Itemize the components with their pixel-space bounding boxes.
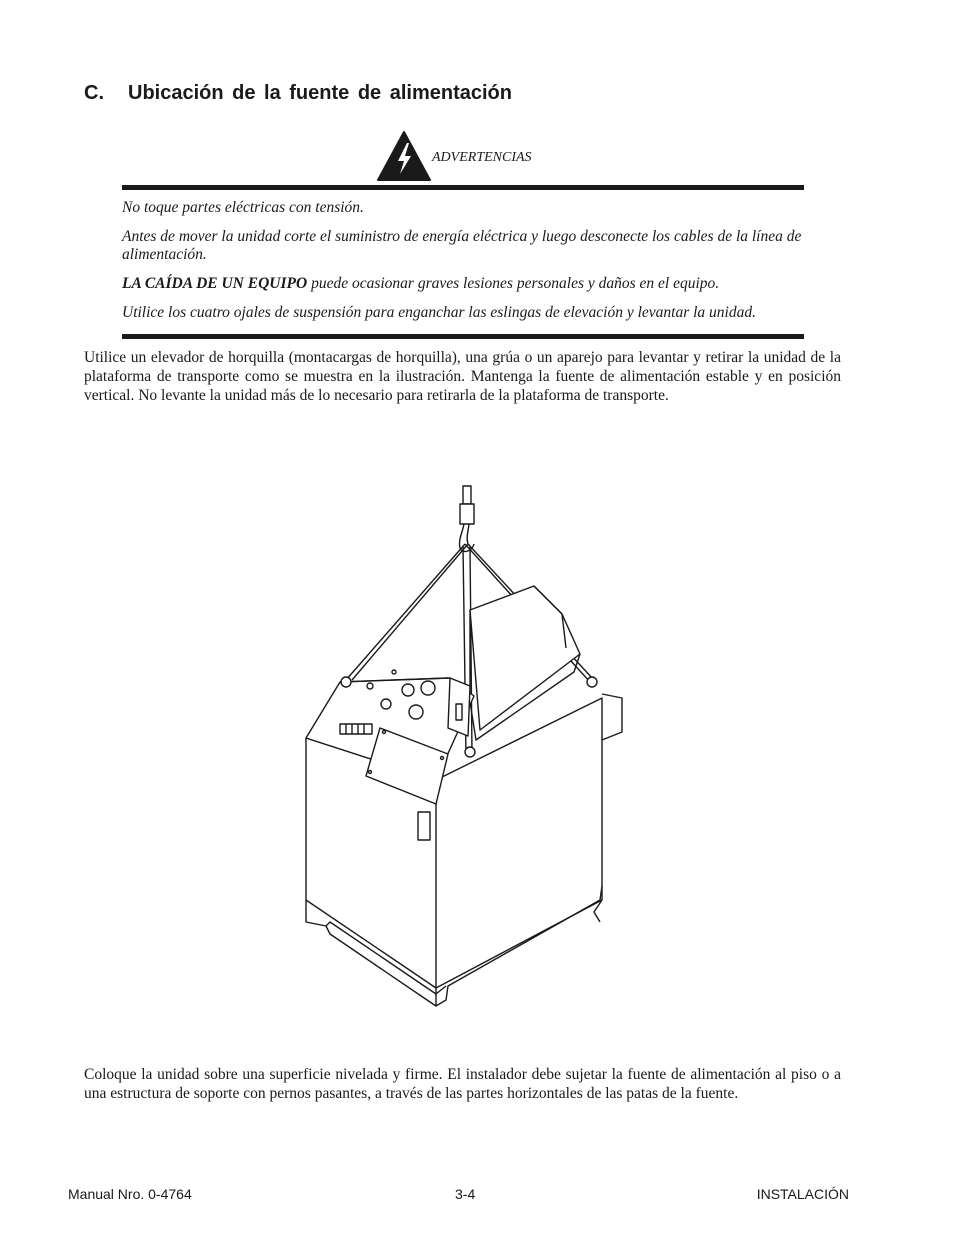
warning-item-lifting-eyes: Utilice los cuatro ojales de suspensión para enganchar las eslingas de elevación y levantar la unidad. xyxy=(122,304,756,321)
body-paragraph-placement: Coloque la unidad sobre una superficie nivelada y firme. El instalador debe sujetar la fuente de alimentación al piso o a una estructura de soporte con pernos pasantes, a través de las partes horizontales de las patas de la fuente. xyxy=(84,1066,841,1102)
footer-manual-number: Manual Nro. 0-4764 xyxy=(68,1186,192,1202)
footer-page-number: 3-4 xyxy=(455,1186,476,1202)
warning-falling-lead: LA CAÍDA DE UN EQUIPO xyxy=(122,275,308,292)
warning-item-live-parts: No toque partes eléctricas con tensión. xyxy=(122,199,364,216)
warning-label: ADVERTENCIAS xyxy=(432,150,532,165)
warning-list xyxy=(122,199,812,333)
electric-shock-warning-icon xyxy=(376,130,432,182)
body-paragraph-lifting: Utilice un elevador de horquilla (montacargas de horquilla), una grúa o un aparejo para levantar y retirar la unidad de la plataforma de transporte como se muestra en la ilustración. Mantenga la fuente de alimentación estable y en posición vertical. No levante la unidad más de lo necesario para retirarla de la plataforma de transporte. xyxy=(84,349,841,404)
warning-item-falling xyxy=(122,275,812,293)
section-letter: C. xyxy=(84,82,104,104)
section-title: Ubicación de la fuente de alimentación xyxy=(128,82,512,104)
warning-falling-rest: puede ocasionar graves lesiones personales y daños en el equipo. xyxy=(307,275,720,292)
warning-bottom-rule xyxy=(122,334,804,339)
warning-top-rule xyxy=(122,185,804,190)
footer-chapter: INSTALACIÓN xyxy=(756,1186,849,1202)
section-heading xyxy=(84,82,512,105)
warning-item-disconnect: Antes de mover la unidad corte el suministro de energía eléctrica y luego desconecte los cables de la línea de alimentación. xyxy=(122,228,802,263)
power-source-lifting-illustration xyxy=(290,482,630,1012)
warning-header xyxy=(376,130,532,182)
